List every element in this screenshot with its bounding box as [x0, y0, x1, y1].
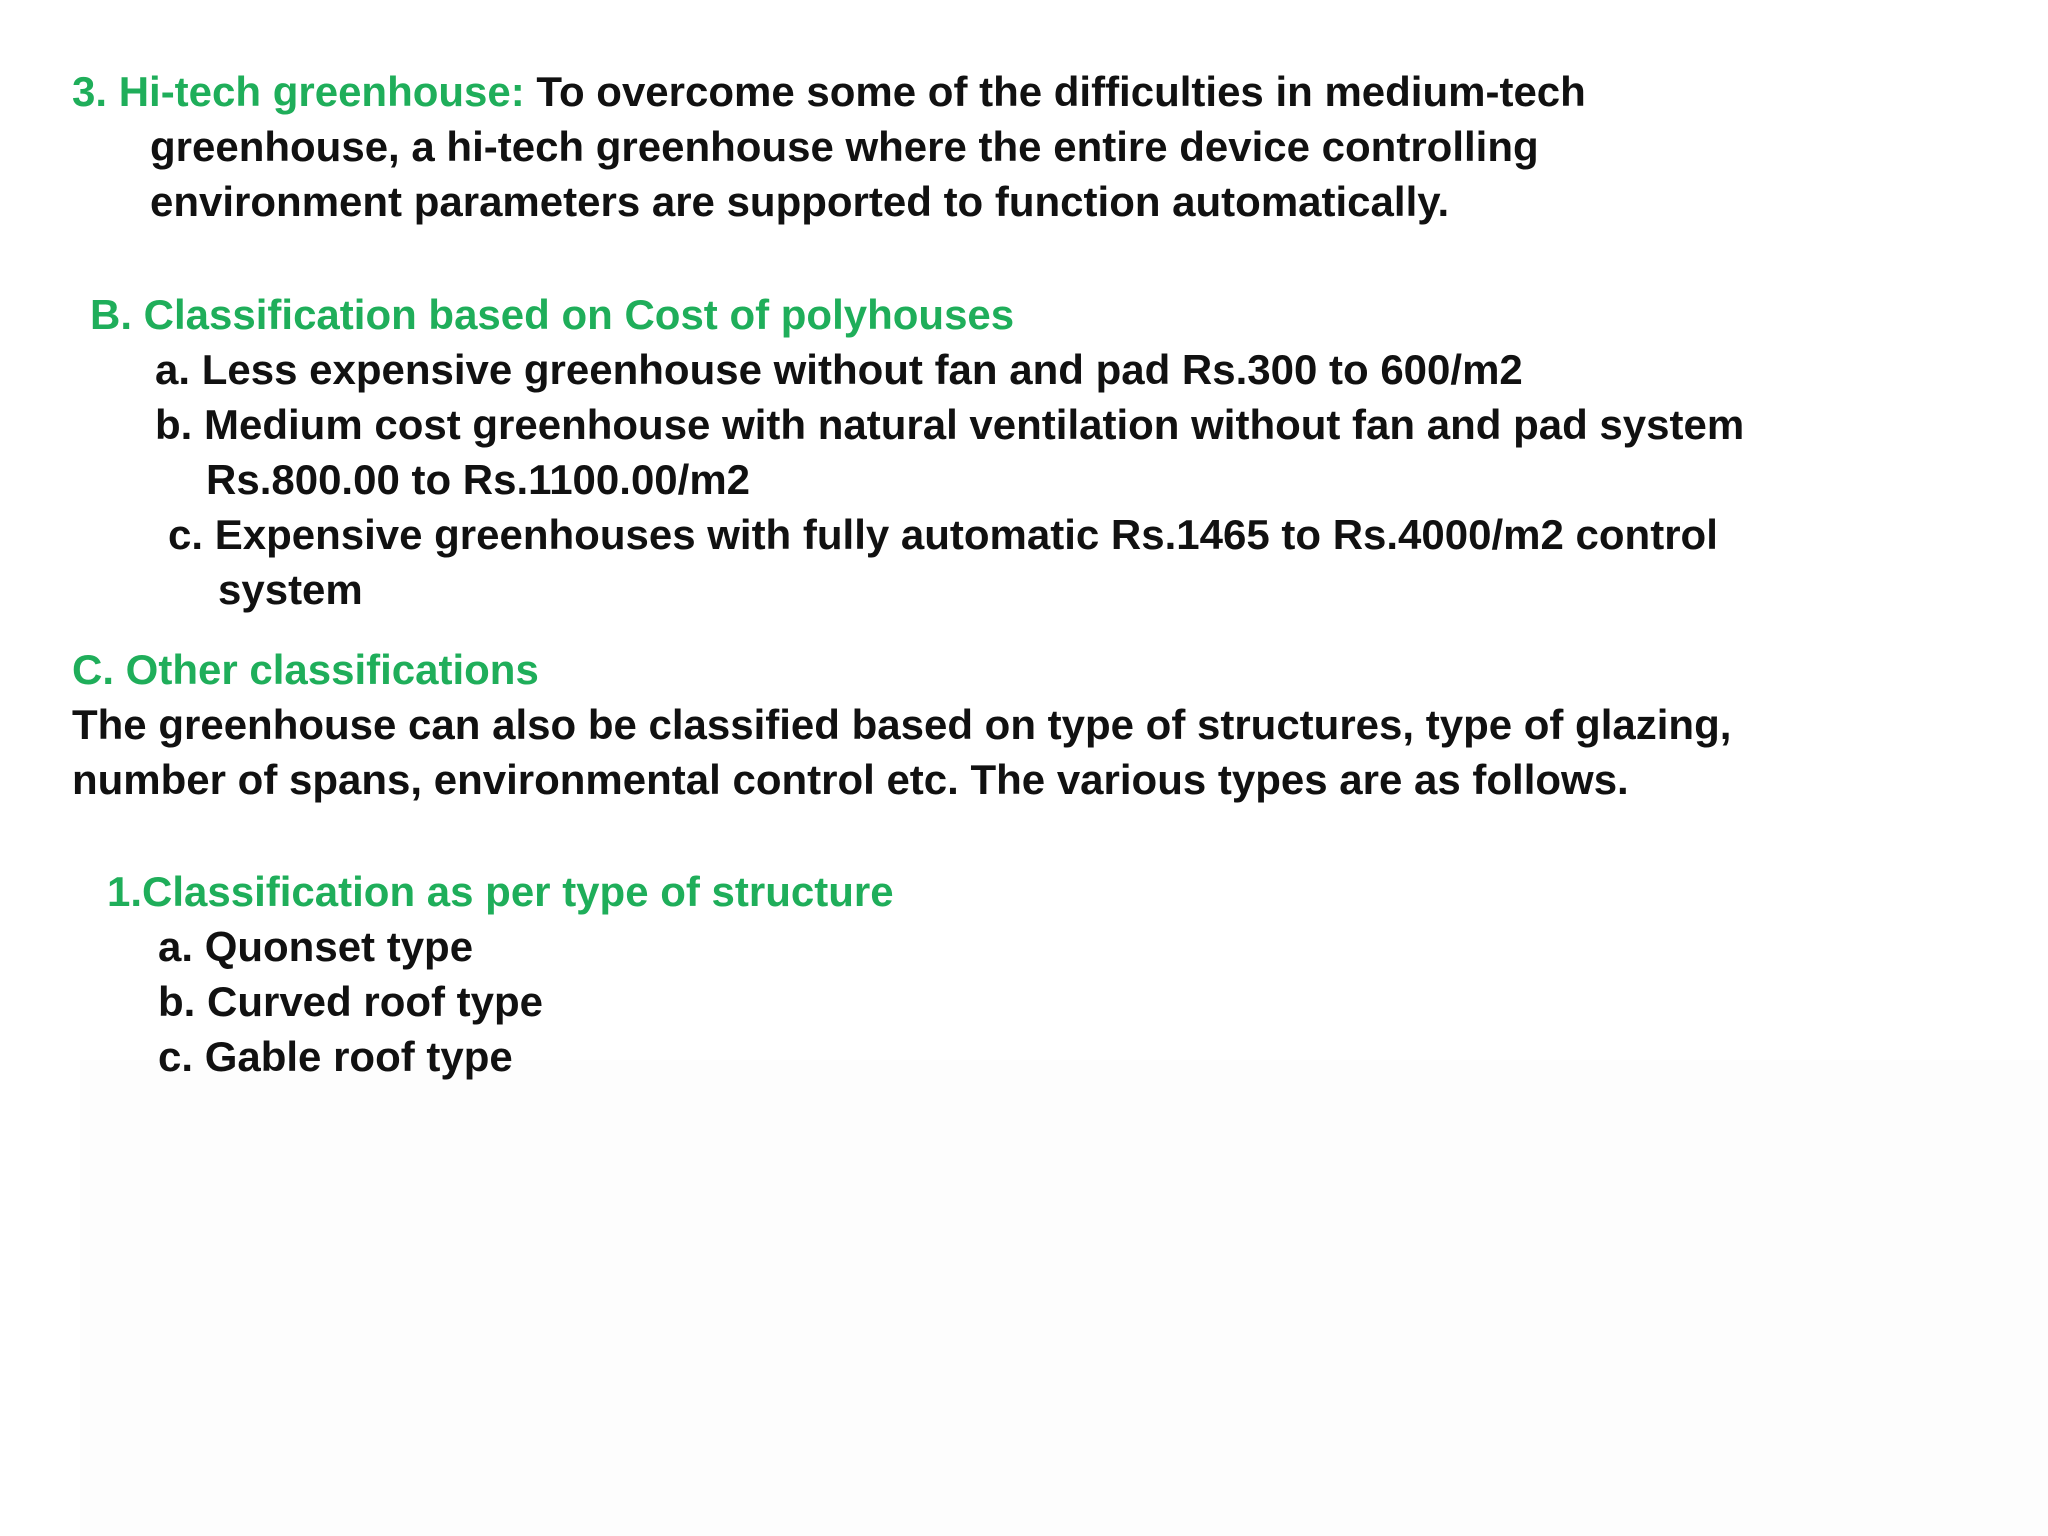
hitech-line-2: greenhouse, a hi-tech greenhouse where the entire device controlling [150, 123, 1539, 170]
structure-item-a: a. Quonset type [158, 923, 474, 970]
hitech-heading: 3. Hi-tech greenhouse: [72, 68, 525, 115]
cost-item-b: b. Medium cost greenhouse with natural ventilation without fan and pad system [155, 401, 1745, 448]
structure-heading: 1.Classification as per type of structure [107, 868, 894, 915]
hitech-text-1: To overcome some of the difficulties in medium-tech [524, 68, 1586, 115]
cost-item-a: a. Less expensive greenhouse without fan and pad Rs.300 to 600/m2 [155, 346, 1523, 393]
structure-item-c: c. Gable roof type [158, 1033, 513, 1080]
other-heading: C. Other classifications [72, 646, 539, 693]
hitech-line-1 [72, 64, 1586, 120]
other-line-2: number of spans, environmental control etc. The various types are as follows. [72, 756, 1629, 803]
cost-item-c-cont: system [218, 566, 363, 613]
other-line-1: The greenhouse can also be classified based on type of structures, type of glazing, [72, 701, 1732, 748]
structure-item-b: b. Curved roof type [158, 978, 544, 1025]
cost-heading: B. Classification based on Cost of polyhouses [90, 291, 1015, 338]
cost-item-b-cont: Rs.800.00 to Rs.1100.00/m2 [206, 456, 751, 503]
cost-item-c: c. Expensive greenhouses with fully automatic Rs.1465 to Rs.4000/m2 control [168, 511, 1718, 558]
hitech-line-3: environment parameters are supported to function automatically. [150, 178, 1450, 225]
background-panel [80, 1060, 2048, 1536]
